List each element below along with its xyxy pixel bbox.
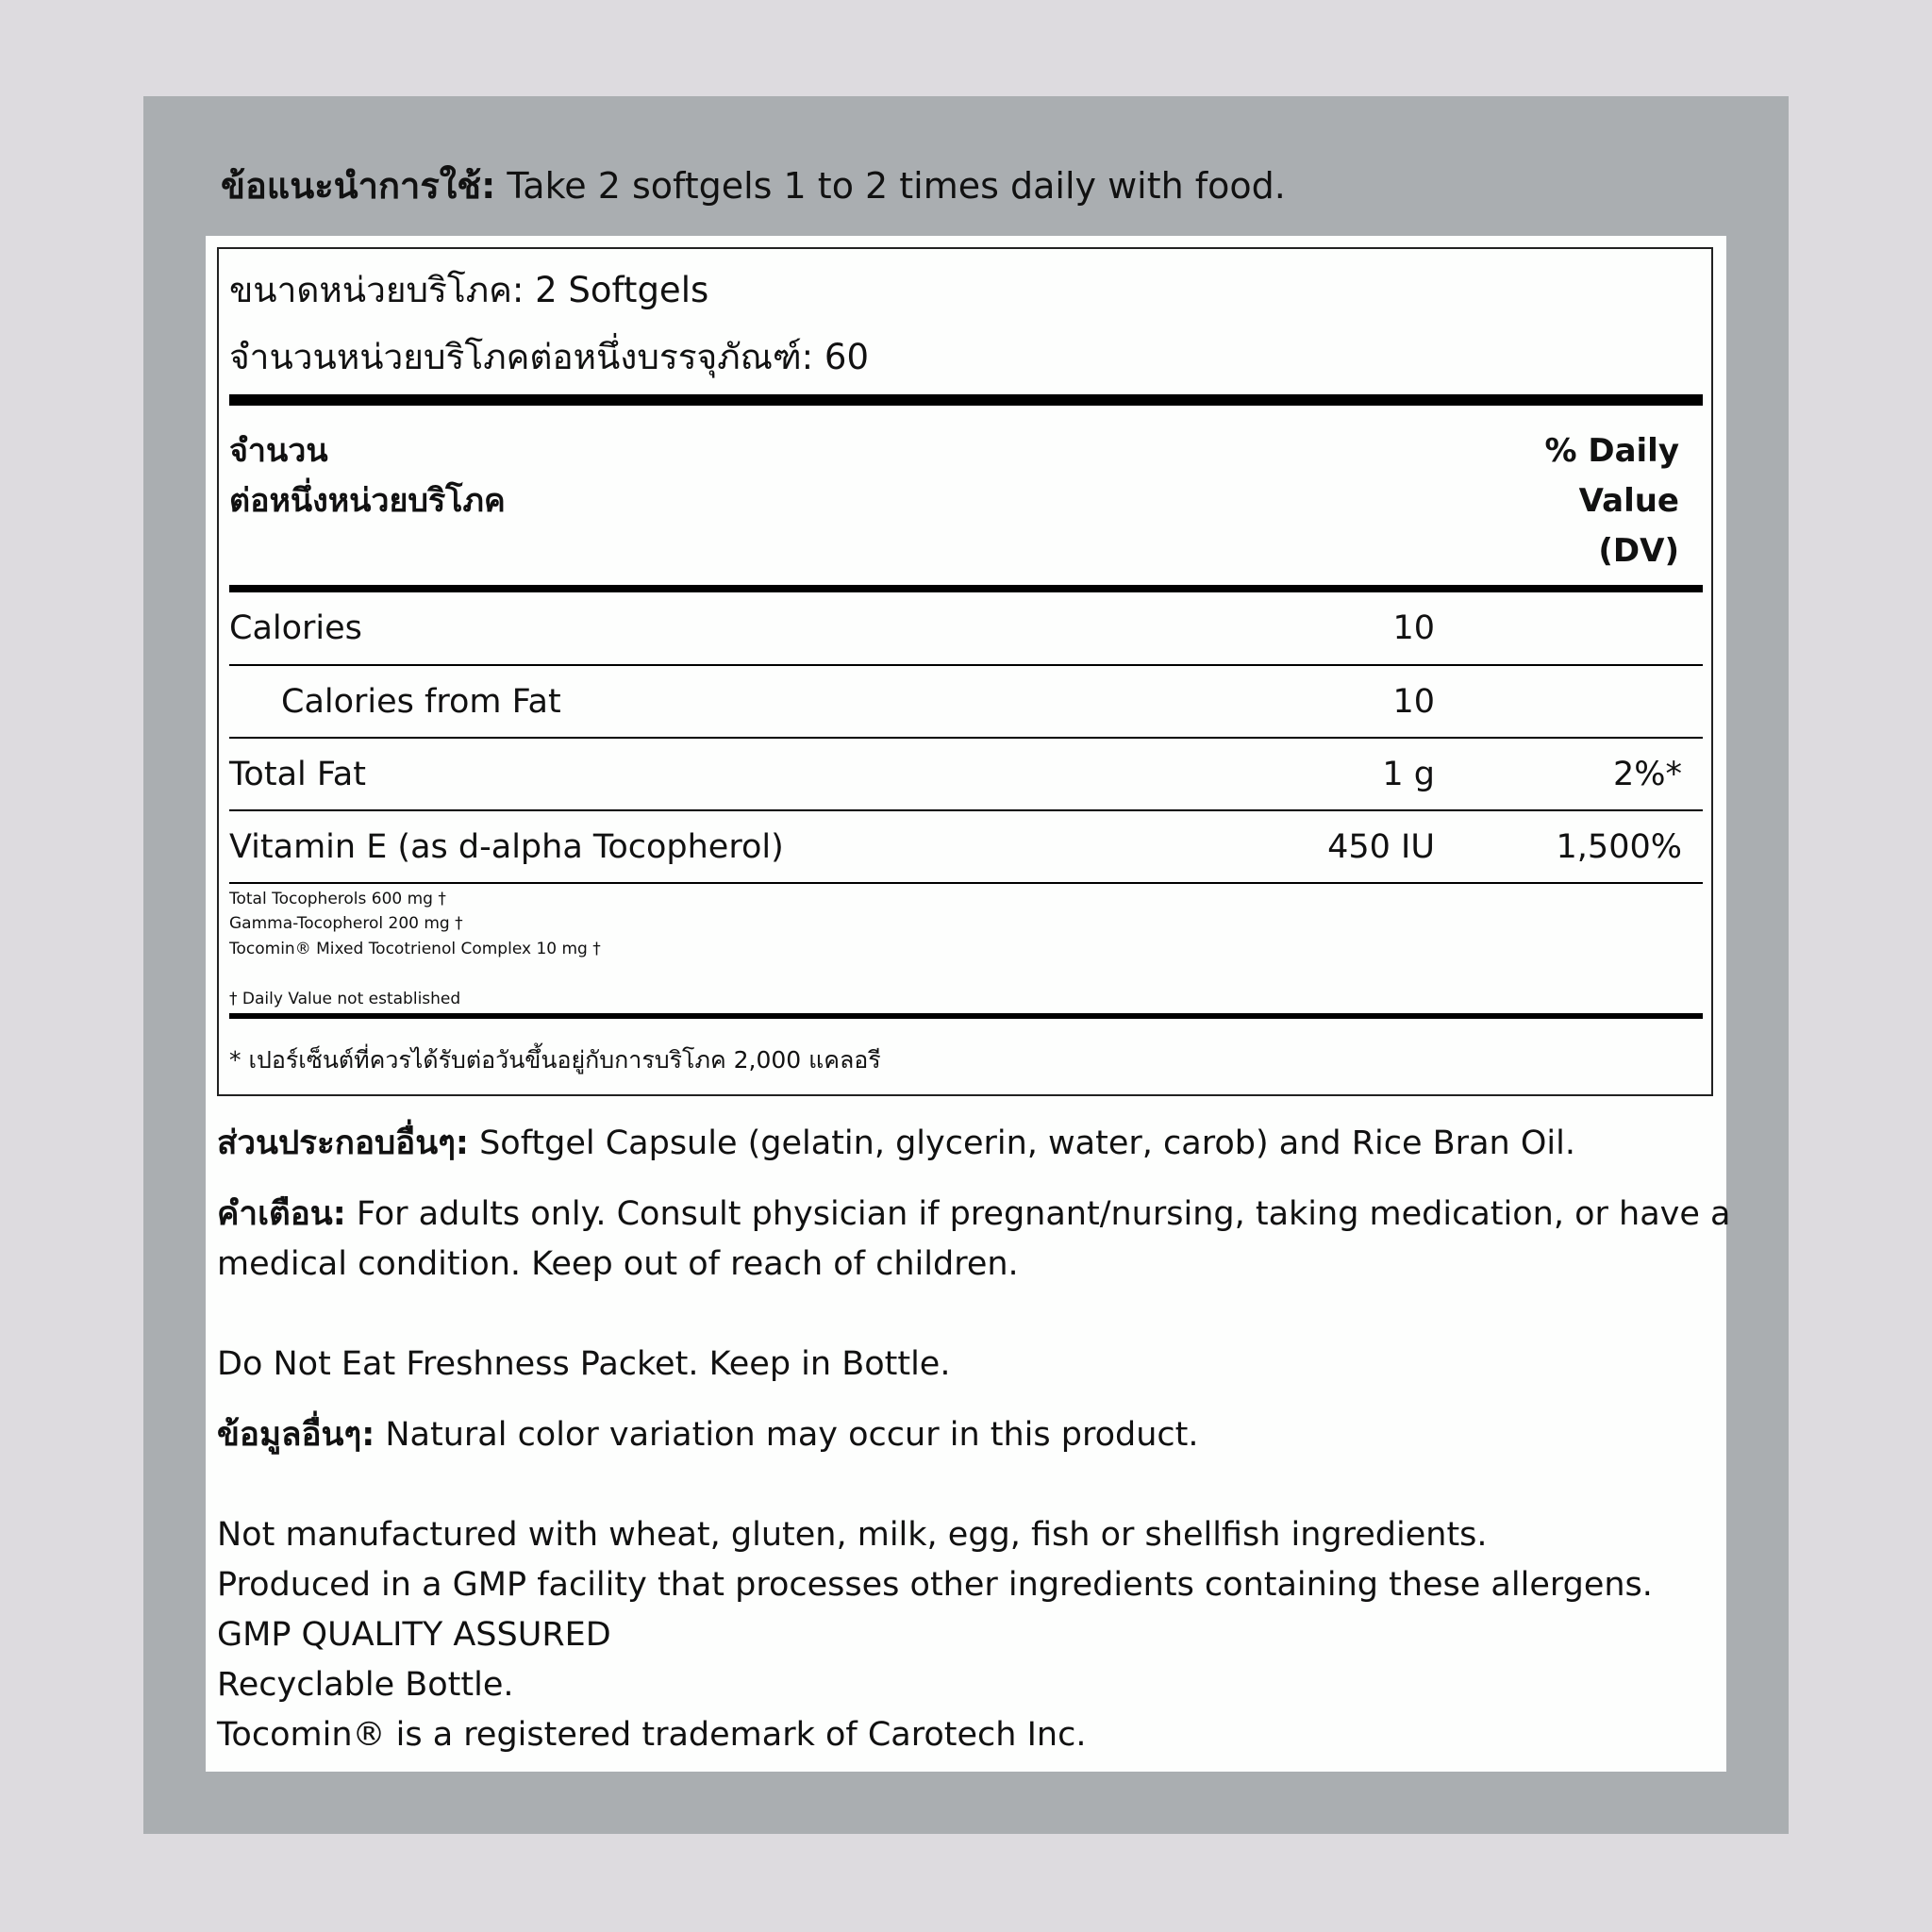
dv-header-line1: % Daily [1544,432,1679,470]
amount-per-serving-header [229,426,506,526]
nutrient-row-total-fat [229,739,1703,810]
other-ingredients-label: ส่วนประกอบอื่นๆ: [217,1124,469,1162]
allergen-line: Produced in a GMP facility that processes other ingredients containing these allergens. [217,1566,1653,1604]
other-info-text: Natural color variation may occur in this product. [375,1416,1199,1454]
allergen-line: Not manufactured with wheat, gluten, milk, egg, fish or shellfish ingredients. [217,1516,1488,1554]
nutrient-dv: 2%* [1612,756,1682,793]
nutrient-amount: 450 IU [1327,828,1435,866]
other-info-label: ข้อมูลอื่นๆ: [217,1416,375,1454]
sub-item-gamma-tocopherol: Gamma-Tocopherol 200 mg † [229,914,463,933]
warning-text-line1: For adults only. Consult physician if pregnant/nursing, taking medication, or have a [345,1195,1731,1233]
supplement-facts-panel [217,247,1713,1096]
allergen-line: GMP QUALITY ASSURED [217,1616,611,1654]
thick-divider [229,394,1703,406]
nutrient-name: Calories from Fat [281,683,561,721]
nutrient-name: Calories [229,609,362,647]
other-ingredients [217,1119,1575,1169]
warning [217,1190,1730,1290]
directions-text [221,160,1286,211]
dv-header-line3: (DV) [1598,532,1679,570]
dv-header-line2: Value [1578,482,1679,520]
other-info [217,1410,1199,1460]
nutrient-row-calories [229,592,1703,664]
calorie-footnote: * เปอร์เซ็นต์ที่ควรได้รับต่อวันขึ้นอยู่กับการบริโภค 2,000 แคลอรี [229,1046,881,1074]
dagger-note: † Daily Value not established [229,990,461,1008]
medium-divider [229,585,1703,592]
serving-size: ขนาดหน่วยบริโภค: 2 Softgels [229,270,709,310]
amount-header-line2: ต่อหนึ่งหน่วยบริโภค [229,482,506,520]
allergen-line: Tocomin® is a registered trademark of Carotech Inc. [217,1716,1087,1754]
nutrient-dv: 1,500% [1556,828,1682,866]
nutrient-amount: 10 [1392,609,1435,647]
footnote-divider [229,1013,1703,1019]
servings-per-container: จำนวนหน่วยบริโภคต่อหนึ่งบรรจุภัณฑ์: 60 [229,337,869,377]
directions-body: Take 2 softgels 1 to 2 times daily with food. [495,165,1286,207]
nutrient-amount: 10 [1392,683,1435,721]
allergen-statements [217,1510,1653,1760]
other-ingredients-text: Softgel Capsule (gelatin, glycerin, water, carob) and Rice Bran Oil. [468,1124,1575,1162]
nutrient-row-vitamin-e [229,811,1703,883]
warning-text-line2: medical condition. Keep out of reach of children. [217,1245,1019,1283]
amount-header-line1: จำนวน [229,432,328,470]
nutrient-name: Total Fat [229,756,366,793]
row-divider [229,882,1703,884]
warning-label: คำเตือน: [217,1195,346,1233]
freshness-note: Do Not Eat Freshness Packet. Keep in Bottle. [217,1345,951,1383]
directions-label: ข้อแนะนำการใช้: [221,165,496,207]
daily-value-header [1544,426,1679,576]
nutrient-amount: 1 g [1382,756,1435,793]
allergen-line: Recyclable Bottle. [217,1666,514,1704]
sub-item-tocomin: Tocomin® Mixed Tocotrienol Complex 10 mg † [229,940,601,958]
nutrient-name: Vitamin E (as d-alpha Tocopherol) [229,828,784,866]
sub-item-total-tocopherols: Total Tocopherols 600 mg † [229,890,446,908]
nutrient-row-calories-from-fat [229,666,1703,738]
